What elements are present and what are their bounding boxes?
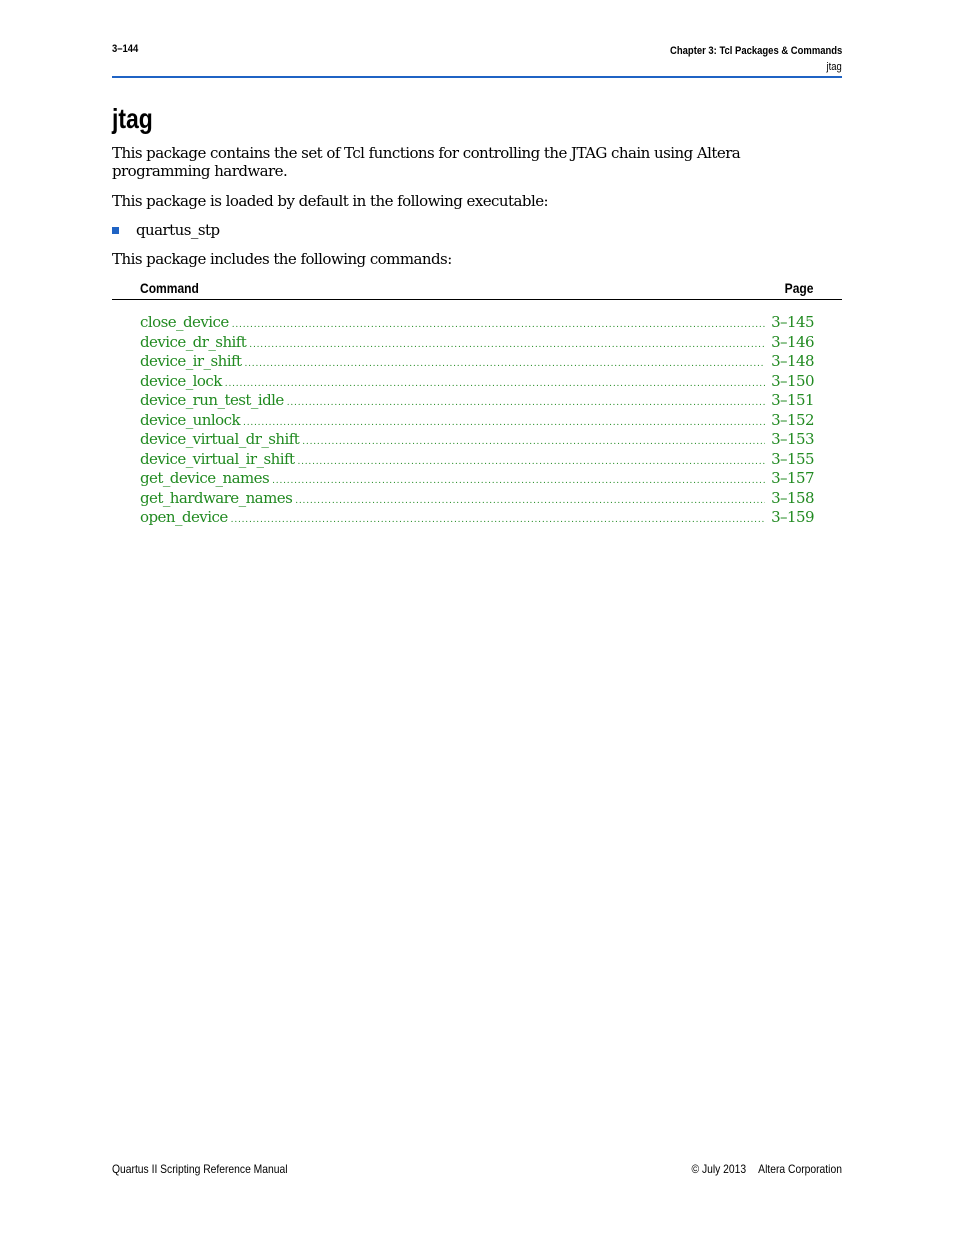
column-header-command: Command [140,280,199,296]
command-row-device-virtual-dr-shift[interactable] [140,430,814,450]
dot-leader [231,511,765,531]
dot-leader [287,394,765,414]
dot-leader [244,355,765,375]
square-bullet-icon [112,227,119,234]
header-page-number: 3–144 [112,43,139,55]
command-link[interactable]: open_device [140,508,228,526]
header-chapter: Chapter 3: Tcl Packages & Commands [669,45,842,57]
command-link[interactable]: device_unlock [140,410,241,429]
command-row-close-device[interactable] [140,313,814,333]
command-list [140,313,814,528]
command-link[interactable]: get_device_names [140,469,270,487]
command-link[interactable]: device_lock [140,371,222,390]
command-page-link[interactable]: 3–152 [771,410,814,429]
command-row-device-run-test-idle[interactable] [140,391,814,411]
dot-leader [249,336,765,356]
command-page-link[interactable]: 3–157 [771,469,814,487]
command-link[interactable]: device_run_test_idle [140,391,284,409]
executable-name: quartus_stp [136,221,220,239]
header-rule [112,76,842,78]
command-page-link[interactable]: 3–145 [771,313,814,331]
page-title: jtag [112,103,153,134]
command-page-link[interactable]: 3–146 [771,332,814,351]
command-link[interactable]: get_hardware_names [140,488,293,507]
command-row-get-device-names[interactable] [140,469,814,489]
dot-leader [272,472,765,492]
command-link[interactable]: device_dr_shift [140,332,247,351]
dot-leader [297,453,765,473]
running-header [642,43,842,75]
dot-leader [295,492,765,512]
command-row-device-unlock[interactable] [140,411,814,431]
command-link[interactable]: close_device [140,313,229,331]
column-header-page: Page [784,280,813,296]
command-page-link[interactable]: 3–158 [771,488,814,507]
command-row-device-ir-shift[interactable] [140,352,814,372]
command-row-device-virtual-ir-shift[interactable] [140,450,814,470]
footer-company: Altera Corporation [758,1162,842,1176]
footer-right [692,1162,842,1177]
command-row-get-hardware-names[interactable] [140,489,814,509]
includes-paragraph: This package includes the following commands: [112,250,452,268]
intro-paragraph: This package contains the set of Tcl functions for controlling the JTAG chain using Altera programming hardware. [112,144,741,180]
command-page-link[interactable]: 3–159 [771,508,814,526]
command-page-link[interactable]: 3–153 [771,430,814,448]
command-row-device-lock[interactable] [140,372,814,392]
header-section: jtag [826,61,842,73]
dot-leader [302,433,765,453]
command-link[interactable]: device_ir_shift [140,352,242,370]
dot-leader [243,414,765,434]
command-page-link[interactable]: 3–148 [771,352,814,370]
command-link[interactable]: device_virtual_dr_shift [140,430,300,448]
table-header-rule [112,299,842,300]
footer-date: © July 2013 [691,1162,747,1176]
loaded-paragraph: This package is loaded by default in the following executable: [112,192,549,210]
command-page-link[interactable]: 3–155 [771,449,814,468]
command-row-open-device[interactable] [140,508,814,528]
command-page-link[interactable]: 3–151 [771,391,814,409]
command-link[interactable]: device_virtual_ir_shift [140,449,295,468]
command-page-link[interactable]: 3–150 [771,371,814,390]
command-row-device-dr-shift[interactable] [140,333,814,353]
dot-leader [225,375,765,395]
dot-leader [232,316,765,336]
footer-manual-title: Quartus II Scripting Reference Manual [112,1162,288,1176]
